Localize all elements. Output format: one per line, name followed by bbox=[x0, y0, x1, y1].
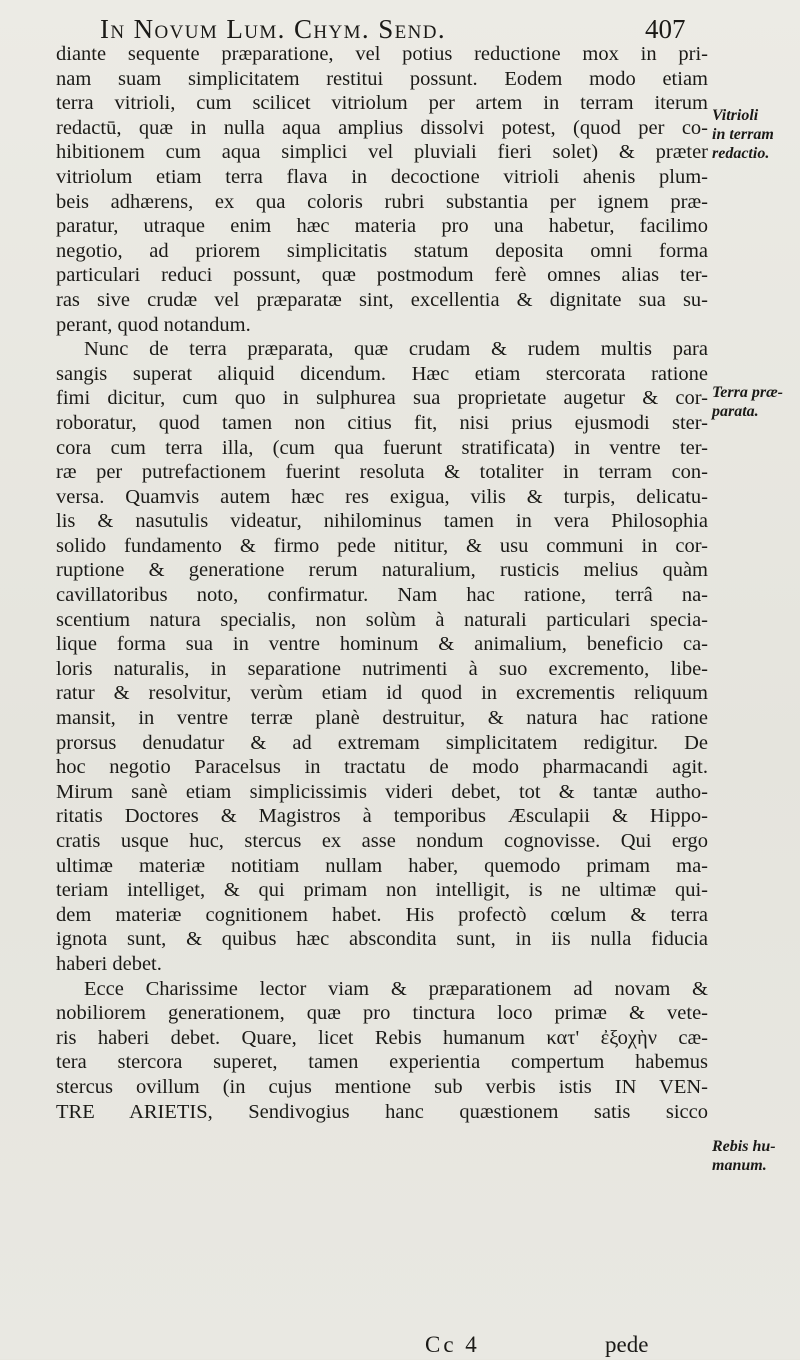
paragraph-start: Ecce Charissime lector viam & præparationem ad novam & bbox=[84, 977, 708, 1000]
text-line: nobiliorem generationem, quæ pro tinctura loco primæ & vete- bbox=[56, 1002, 708, 1025]
text-line: dem materiæ cognitionem habet. His profectò cœlum & terra bbox=[56, 903, 708, 926]
text-line: redactū, quæ in nulla aqua amplius dissolvi potest, (quod per co- bbox=[56, 116, 708, 139]
text-line: stercus ovillum (in cujus mentione sub verbis istis IN VEN- bbox=[56, 1075, 708, 1098]
text-line: sangis superat aliquid dicendum. Hæc etiam stercorata ratione bbox=[56, 362, 708, 385]
text-line: lique forma sua in ventre hominum & animalium, beneficio ca- bbox=[56, 633, 708, 656]
text-line: scentium natura specialis, non solùm à naturali particulari specia- bbox=[56, 608, 708, 631]
text-line: ultimæ materiæ notitiam nullam haber, quemodo primam ma- bbox=[56, 854, 708, 877]
text-line: ruptione & generatione rerum naturalium, rusticis melius quàm bbox=[56, 559, 708, 582]
text-line: loris naturalis, in separatione nutrimenti à suo excremento, libe- bbox=[56, 657, 708, 680]
text-line: terra vitrioli, cum scilicet vitriolum per artem in terram iterum bbox=[56, 92, 708, 115]
text-line: tera stercora superet, tamen experientia compertum habemus bbox=[56, 1051, 708, 1074]
text-line: vitriolum etiam terra flava in decoctione vitrioli ahenis plum- bbox=[56, 165, 708, 188]
text-line: diante sequente præparatione, vel potius reductione mox in pri- bbox=[56, 43, 708, 65]
signature-mark: Cc 4 bbox=[425, 1332, 480, 1357]
text-line: nam suam simplicitatem restitui possunt. Eodem modo etiam bbox=[56, 67, 708, 90]
text-line: perant, quod notandum. bbox=[56, 313, 251, 336]
margin-notes bbox=[712, 0, 800, 1359]
text-line: ratur & resolvitur, verùm etiam id quod in excrementis reliquum bbox=[56, 682, 708, 705]
text-line: mansit, in ventre terræ planè destruitur, & natura hac ratione bbox=[56, 707, 708, 730]
text-line: ris haberi debet. Quare, licet Rebis humanum κατ' ἐξοχὴν cæ- bbox=[56, 1026, 708, 1049]
text-line: cora cum terra illa, (cum qua fuerunt stratificata) in ventre ter- bbox=[56, 436, 708, 459]
margin-note-rebis: Rebis hu- manum. bbox=[712, 1138, 776, 1174]
text-line: paratur, utraque enim hæc materia pro una habetur, facilimo bbox=[56, 215, 708, 238]
text-line: Mirum sanè etiam simplicissimis videri debet, tot & tantæ autho- bbox=[56, 780, 708, 803]
text-line: versa. Quamvis autem hæc res exigua, vilis & turpis, delicatu- bbox=[56, 485, 708, 508]
running-title: In Novum Lum. Chym. Send. bbox=[100, 14, 447, 44]
text-line: cratis usque huc, stercus ex asse nondum cognovisse. Qui ergo bbox=[56, 830, 708, 852]
text-line: beis adhærens, ex qua coloris rubri substantia per ignem præ- bbox=[56, 190, 708, 213]
catchword: pede bbox=[605, 1332, 649, 1357]
text-line: solido fundamento & firmo pede nititur, & usu communi in cor- bbox=[56, 534, 708, 557]
text-line: lis & nasutulis videatur, nihilominus tamen in vera Philosophia bbox=[56, 510, 708, 533]
text-line: hoc negotio Paracelsus in tractatu de modo pharmacandi agit. bbox=[56, 756, 708, 779]
text-line: hibitionem cum aqua simplici vel pluviali fieri solet) & præter bbox=[56, 141, 708, 164]
text-line: ræ per putrefactionem fuerint resoluta & totaliter in terram con- bbox=[56, 461, 708, 484]
text-line: ritatis Doctores & Magistros à temporibus Æsculapii & Hippo- bbox=[56, 805, 708, 828]
main-text bbox=[56, 42, 708, 1124]
margin-note-terra-praeparata: Terra præ- parata. bbox=[712, 384, 783, 420]
paragraph-start: Nunc de terra præparata, quæ crudam & rudem multis para bbox=[84, 338, 708, 361]
margin-note-vitrioli: Vitrioli in terram redactio. bbox=[712, 107, 774, 162]
text-line: prorsus denudatur & ad extremam simplicitatem redigitur. De bbox=[56, 731, 708, 754]
text-line: negotio, ad priorem simplicitatis statum deposita omni forma bbox=[56, 239, 708, 262]
text-line: haberi debet. bbox=[56, 952, 162, 975]
text-line: particulari reduci possunt, quæ postmodum ferè omnes alias ter- bbox=[56, 264, 708, 287]
text-line: roboratur, quod tamen non citius fit, nisi prius ejusmodi ster- bbox=[56, 411, 708, 434]
text-line: ras sive crudæ vel præparatæ sint, excellentia & dignitate sua su- bbox=[56, 288, 708, 311]
text-line: fimi dicitur, cum quo in sulphurea sua proprietate augetur & cor- bbox=[56, 387, 708, 410]
page-footer bbox=[300, 1332, 730, 1360]
text-line: cavillatoribus noto, confirmatur. Nam hac ratione, terrâ na- bbox=[56, 584, 708, 607]
text-line: ignota sunt, & quibus hæc abscondita sunt, in iis nulla fiducia bbox=[56, 928, 708, 951]
text-line: TRE ARIETIS, Sendivogius hanc quæstionem satis sicco bbox=[56, 1100, 708, 1123]
text-line: teriam intelliget, & qui primam non intelligit, is ne ultimæ qui- bbox=[56, 879, 708, 902]
page-number: 407 bbox=[645, 14, 686, 44]
